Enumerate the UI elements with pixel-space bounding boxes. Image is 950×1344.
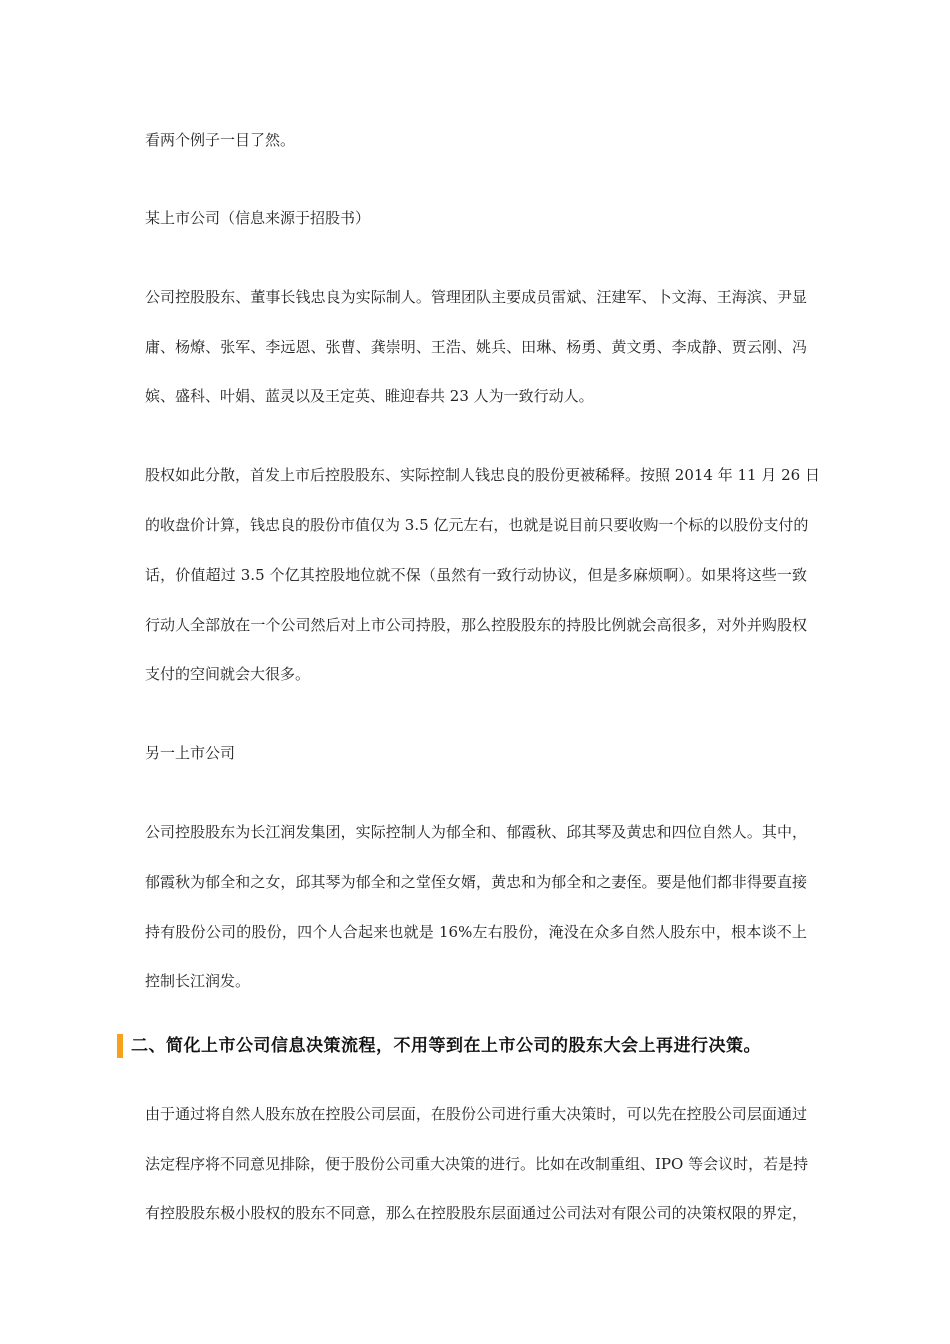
paragraph-line: 持有股份公司的股份，四个人合起来也就是 16%左右股份，淹没在众多自然人股东中，根本谈不上 [145, 923, 807, 941]
paragraph-line: 有控股股东极小股权的股东不同意，那么在控股股东层面通过公司法对有限公司的决策权限的界定， [145, 1204, 807, 1222]
paragraph-line: 股权如此分散，首发上市后控股股东、实际控制人钱忠良的股份更被稀释。按照 2014 年 11 月 26 日 [145, 466, 820, 484]
paragraph-line: 控制长江润发。 [145, 972, 251, 990]
paragraph-line: 由于通过将自然人股东放在控股公司层面，在股份公司进行重大决策时，可以先在控股公司层面通过 [145, 1105, 807, 1123]
paragraph-line: 公司控股股东、董事长钱忠良为实际制人。管理团队主要成员雷斌、汪建军、卜文海、王海滨、尹显 [145, 288, 807, 306]
paragraph-line: 法定程序将不同意见排除，便于股份公司重大决策的进行。比如在改制重组、IPO 等会议时，若是持 [145, 1155, 809, 1173]
intro-text: 看两个例子一目了然。 [145, 131, 296, 149]
paragraph-line: 的收盘价计算，钱忠良的股份市值仅为 3.5 亿元左右，也就是说目前只要收购一个标的以股份支付的 [145, 516, 809, 534]
section2-heading: 二、简化上市公司信息决策流程，不用等到在上市公司的股东大会上再进行决策。 [131, 1036, 761, 1056]
example1-title: 某上市公司（信息来源于招股书） [145, 209, 371, 227]
paragraph-line: 话，价值超过 3.5 个亿其控股地位就不保（虽然有一致行动协议，但是多麻烦啊）。如果将这些一致 [145, 566, 807, 584]
paragraph-line: 嫔、盛科、叶娟、蓝灵以及王定英、睢迎春共 23 人为一致行动人。 [145, 387, 594, 405]
paragraph-line: 支付的空间就会大很多。 [145, 665, 311, 683]
section-accent-bar [117, 1034, 123, 1058]
paragraph-line: 郁霞秋为郁全和之女，邱其琴为郁全和之堂侄女婿，黄忠和为郁全和之妻侄。要是他们都非得要直接 [145, 873, 807, 891]
paragraph-line: 庸、杨燎、张军、李远恩、张曹、龚崇明、王浩、姚兵、田琳、杨勇、黄文勇、李成静、贾云刚、冯 [145, 338, 807, 356]
paragraph-line: 行动人全部放在一个公司然后对上市公司持股，那么控股股东的持股比例就会高很多，对外并购股权 [145, 616, 807, 634]
paragraph-line: 公司控股股东为长江润发集团，实际控制人为郁全和、郁霞秋、邱其琴及黄忠和四位自然人。其中， [145, 823, 807, 841]
example2-title: 另一上市公司 [145, 744, 236, 762]
